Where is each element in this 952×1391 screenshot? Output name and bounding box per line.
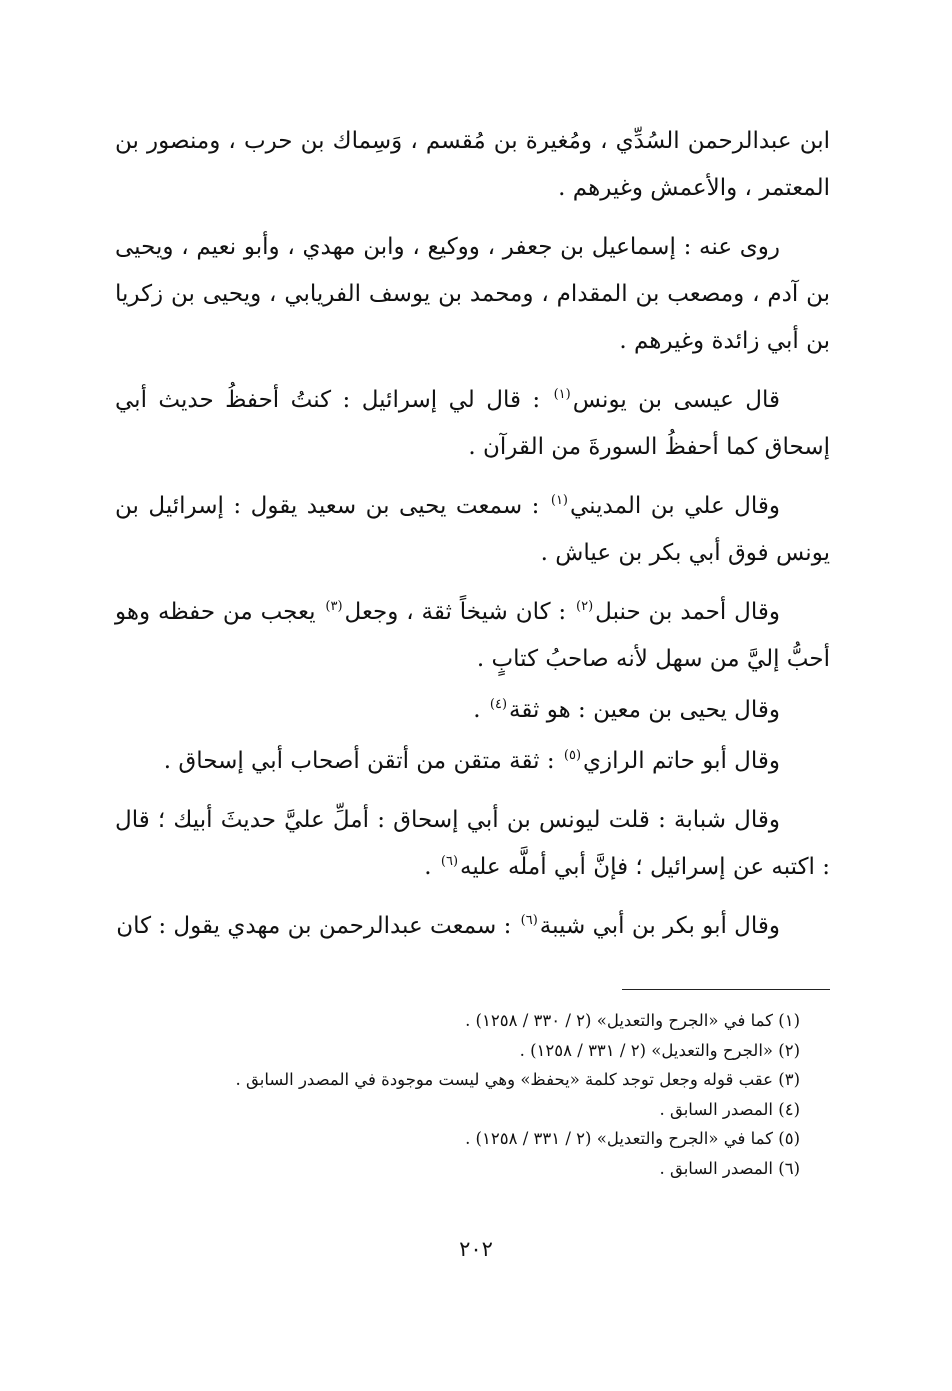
paragraph-text: : قال لي إسرائيل : كنتُ أحفظُ حديث أبي إسحاق كما أحفظُ السورةَ من القرآن .: [115, 387, 830, 460]
footnote-marker: (٣): [325, 599, 343, 615]
main-text: [115, 118, 830, 962]
footnote-marker: (٦): [520, 913, 538, 929]
paragraph-text: وقال علي بن المديني: [570, 493, 780, 519]
paragraph: [115, 797, 830, 891]
paragraph-text: روى عنه : إسماعيل بن جعفر ، ووكيع ، وابن مهدي ، وأبو نعيم ، ويحيى بن آدم ، ومصعب بن المقدام ، ومحمد بن يوسف الفريابي ، ويحيى بن زكريا بن أبي زائدة وغيرهم .: [115, 234, 830, 354]
paragraph-text: .: [473, 697, 488, 723]
paragraph-text: يعجب من حفظه وهو أحبُّ إليَّ من سهل لأنه صاحبُ كتابٍ .: [115, 599, 830, 672]
paragraph-text: وقال يحيى بن معين : هو ثقة: [509, 697, 780, 723]
footnote-separator: [622, 989, 830, 990]
paragraph: [115, 118, 830, 212]
footnote: (١) كما في «الجرح والتعديل» (٢ / ٣٣٠ / ١٢٥٨) .: [465, 1011, 800, 1030]
paragraph: [115, 224, 830, 365]
footnote: (٢) «الجرح والتعديل» (٢ / ٣٣١ / ١٢٥٨) .: [519, 1040, 800, 1060]
footnote: (٦) المصدر السابق .: [659, 1158, 800, 1178]
footnote-marker: (٥): [563, 748, 582, 764]
footnote: (٤) المصدر السابق .: [659, 1099, 800, 1119]
paragraph-text: وقال أبو حاتم الرازي: [583, 748, 780, 774]
paragraph: [115, 377, 830, 471]
paragraph-text: .: [424, 854, 439, 880]
footnote-marker: (٤): [489, 697, 508, 713]
paragraph-text: ابن عبدالرحمن السُدِّي ، ومُغيرة بن مُقسم ، وَسِماك بن حرب ، ومنصور بن المعتمر ، والأعمش وغيرهم .: [115, 128, 830, 201]
footnote-marker: (٢): [576, 599, 594, 615]
footnote: (٥) كما في «الجرح والتعديل» (٢ / ٣٣١ / ١٢٥٨) .: [465, 1129, 800, 1148]
paragraph: [115, 738, 830, 785]
footnote: (٣) عقب قوله وجعل توجد كلمة «يحفظ» وهي ليست موجودة في المصدر السابق .: [235, 1070, 800, 1089]
paragraph: [115, 483, 830, 577]
paragraph-text: وقال أبو بكر بن أبي شيبة: [539, 913, 780, 939]
footnote-marker: (١): [553, 387, 571, 403]
paragraph-text: : ثقة متقن من أتقن أصحاب أبي إسحاق .: [163, 748, 562, 774]
paragraph-text: : سمعت يحيى بن سعيد يقول : إسرائيل بن يونس فوق أبي بكر بن عياش .: [115, 493, 830, 566]
paragraph-text: قال عيسى بن يونس: [572, 387, 780, 413]
paragraph-text: وقال شبابة : قلت ليونس بن أبي إسحاق : أملِّ عليَّ حديثَ أبيك ؛ قال : اكتبه عن إسرائيل ؛ فإنَّ أبي أملَّه عليه: [115, 807, 830, 880]
footnote-marker: (٦): [440, 854, 459, 870]
paragraph: [115, 687, 830, 734]
paragraph-text: : سمعت عبدالرحمن بن مهدي يقول : كان: [116, 913, 519, 939]
paragraph-text: وقال أحمد بن حنبل: [595, 599, 780, 625]
footnote-marker: (١): [550, 493, 568, 509]
paragraph-text: : كان شيخاً ثقة ، وجعل: [344, 599, 575, 625]
page-number: ٢٠٢: [459, 1237, 493, 1261]
paragraph: [115, 903, 830, 950]
footnotes: [160, 1006, 800, 1183]
paragraph: [115, 589, 830, 683]
